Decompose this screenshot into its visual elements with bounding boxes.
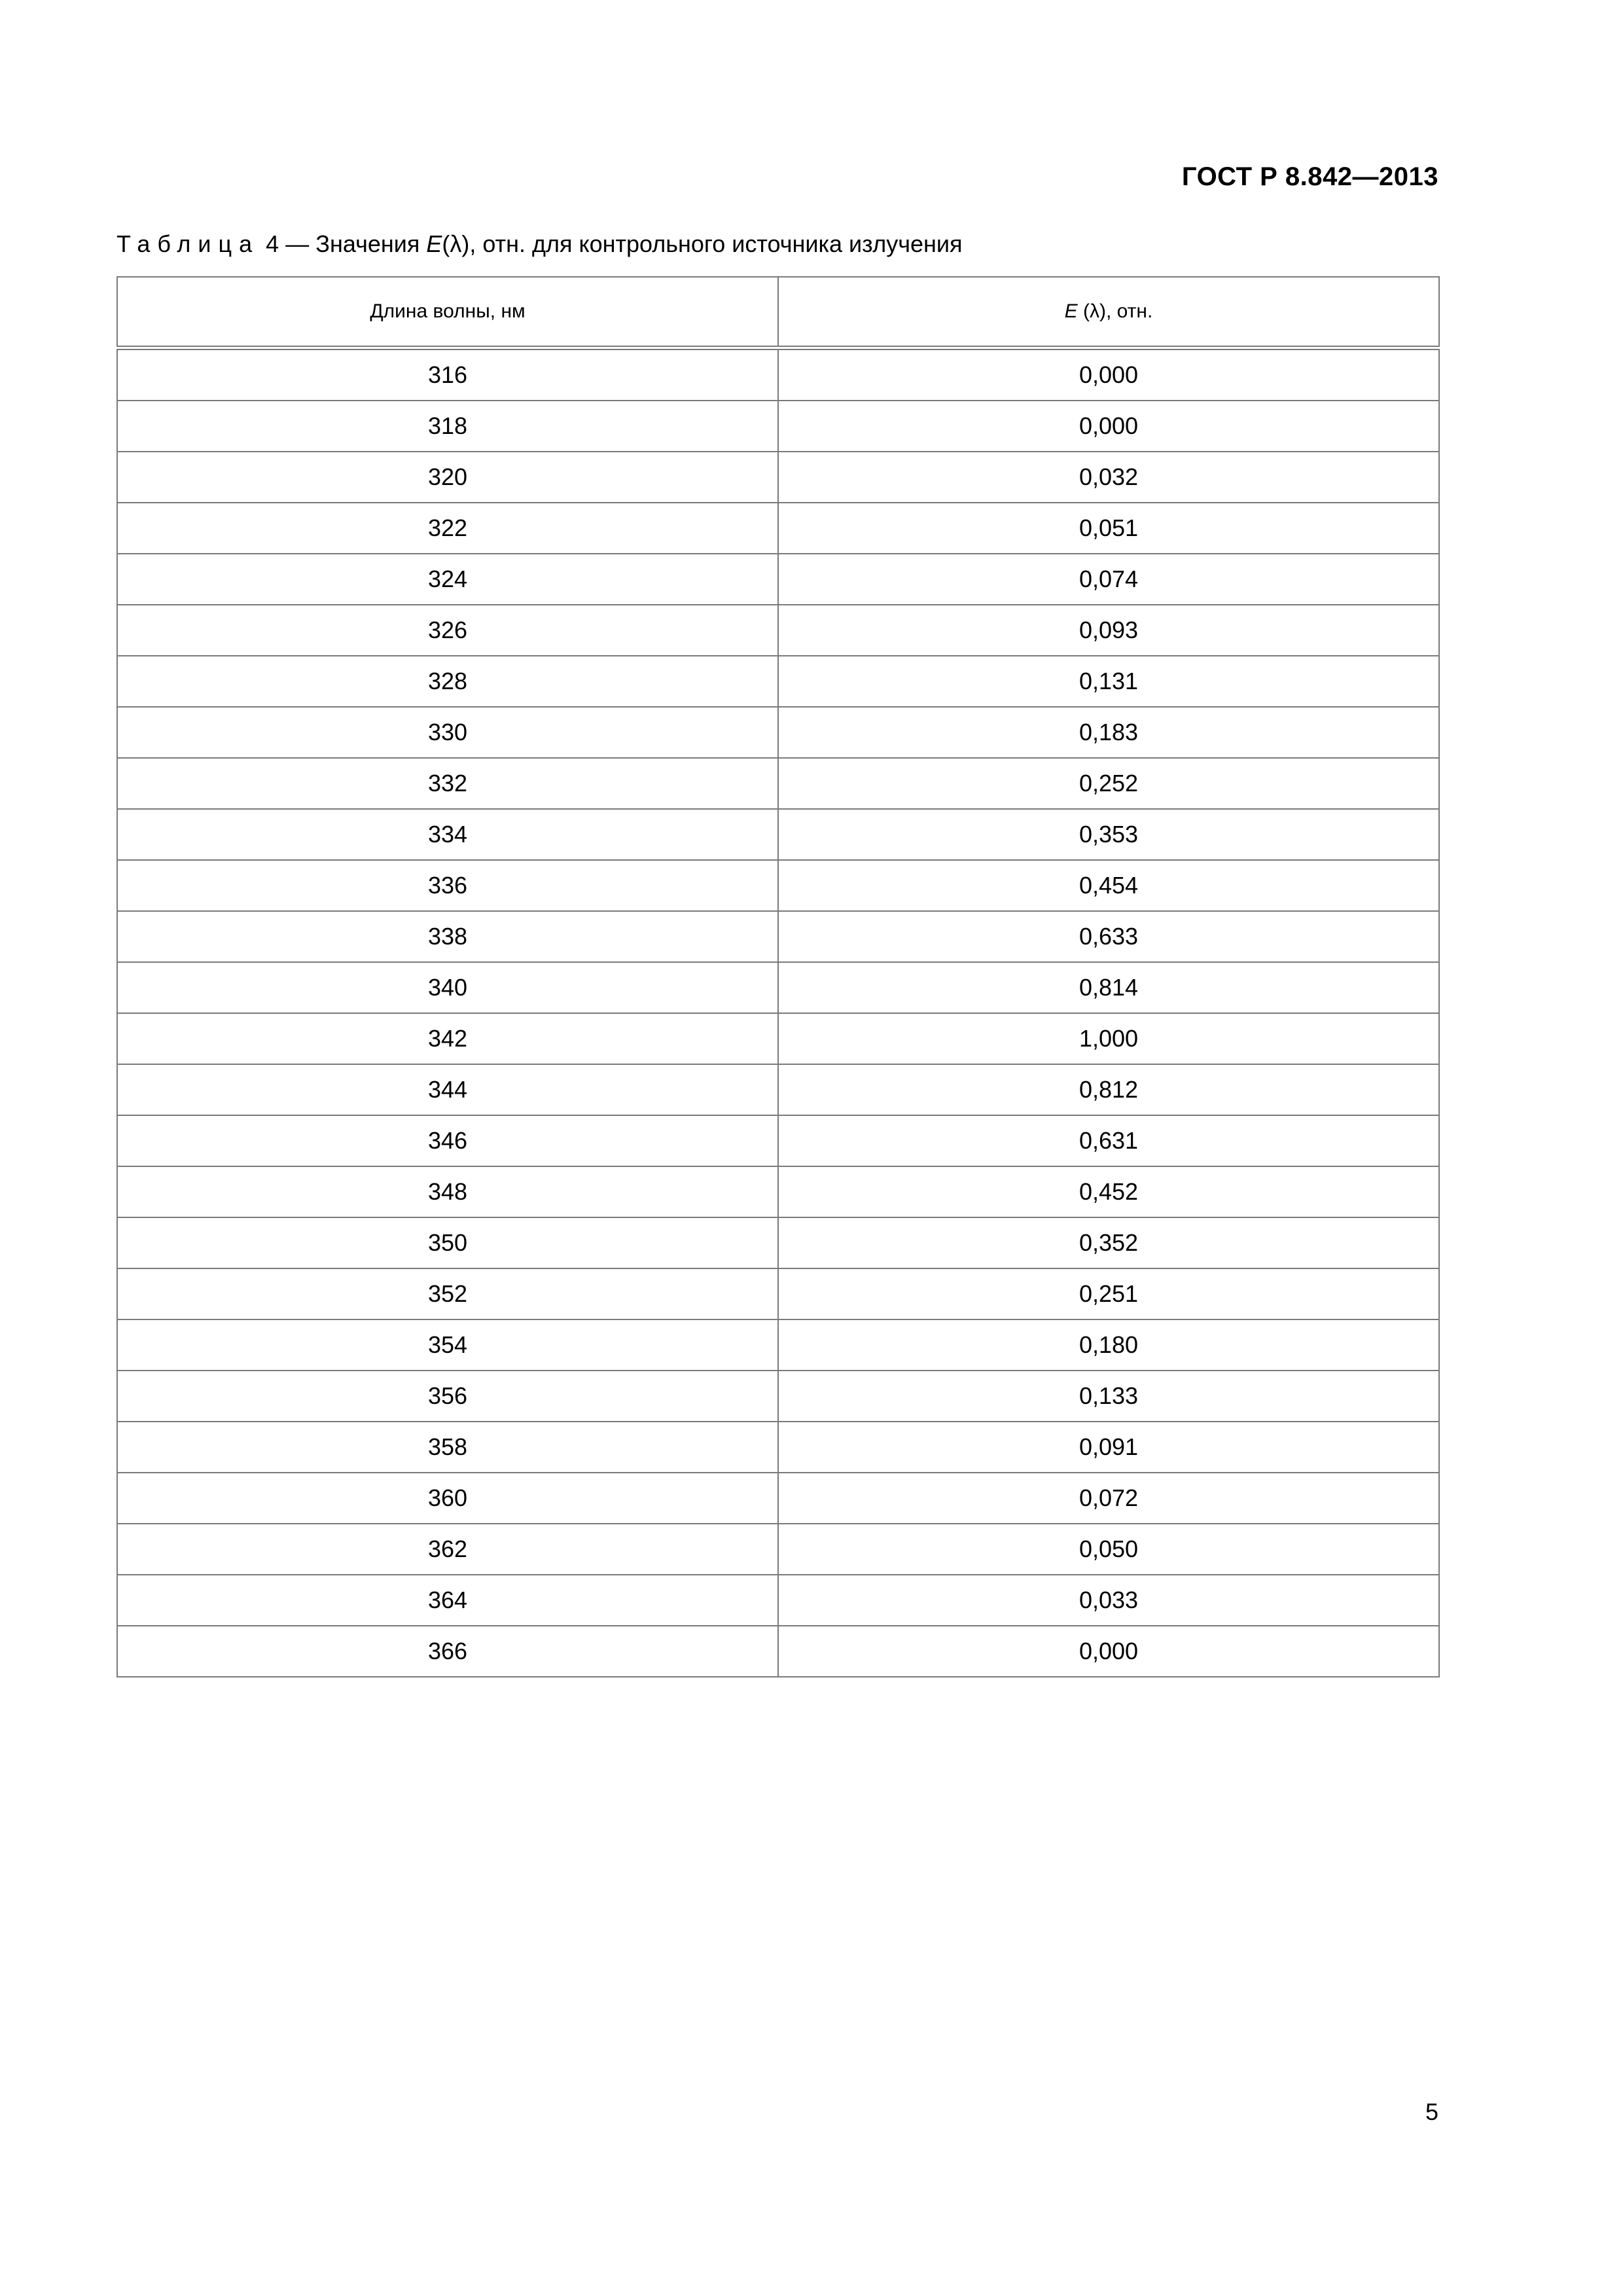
wavelength-cell: 344 [117, 1064, 778, 1115]
document-code: ГОСТ Р 8.842—2013 [1181, 162, 1438, 191]
table-row [117, 1319, 1439, 1371]
table-header-row [117, 277, 1439, 348]
table-row [117, 401, 1439, 452]
wavelength-cell: 352 [117, 1268, 778, 1319]
table-row [117, 1371, 1439, 1422]
table-row [117, 554, 1439, 605]
table-row [117, 758, 1439, 809]
relative-value-cell: 0,000 [778, 348, 1439, 401]
relative-value-cell: 0,183 [778, 707, 1439, 758]
wavelength-cell: 342 [117, 1013, 778, 1064]
relative-value-cell: 0,631 [778, 1115, 1439, 1166]
table-row [117, 1013, 1439, 1064]
wavelength-cell: 366 [117, 1626, 778, 1677]
column-header-symbol: E [1064, 300, 1078, 322]
wavelength-cell: 338 [117, 911, 778, 962]
table-row [117, 1626, 1439, 1677]
page-number: 5 [1425, 2098, 1438, 2125]
table-row [117, 1575, 1439, 1626]
table-row [117, 962, 1439, 1013]
wavelength-cell: 336 [117, 860, 778, 911]
relative-value-cell: 0,353 [778, 809, 1439, 860]
table-row [117, 348, 1439, 401]
wavelength-cell: 358 [117, 1422, 778, 1473]
caption-symbol-arg: (λ) [442, 230, 470, 257]
wavelength-cell: 328 [117, 656, 778, 707]
table-row [117, 809, 1439, 860]
relative-value-cell: 0,814 [778, 962, 1439, 1013]
relative-value-cell: 0,000 [778, 401, 1439, 452]
relative-value-cell: 0,133 [778, 1371, 1439, 1422]
caption-text-before: Значения [315, 230, 427, 257]
table-caption [116, 230, 963, 258]
wavelength-cell: 320 [117, 452, 778, 503]
wavelength-cell: 334 [117, 809, 778, 860]
relative-value-cell: 0,051 [778, 503, 1439, 554]
table-row [117, 503, 1439, 554]
table-body [117, 348, 1439, 1677]
table-row [117, 860, 1439, 911]
wavelength-cell: 326 [117, 605, 778, 656]
relative-value-cell: 0,050 [778, 1524, 1439, 1575]
relative-value-cell: 0,251 [778, 1268, 1439, 1319]
relative-value-cell: 0,032 [778, 452, 1439, 503]
column-header-wavelength [117, 277, 778, 348]
relative-value-cell: 0,131 [778, 656, 1439, 707]
column-header-wavelength-label: Длина волны, нм [370, 300, 526, 322]
table-row [117, 1166, 1439, 1217]
table-row [117, 605, 1439, 656]
table-row [117, 911, 1439, 962]
relative-value-cell: 1,000 [778, 1013, 1439, 1064]
wavelength-cell: 348 [117, 1166, 778, 1217]
relative-value-cell: 0,072 [778, 1473, 1439, 1524]
table-row [117, 1115, 1439, 1166]
relative-value-cell: 0,633 [778, 911, 1439, 962]
wavelength-cell: 350 [117, 1217, 778, 1268]
relative-value-cell: 0,252 [778, 758, 1439, 809]
wavelength-cell: 346 [117, 1115, 778, 1166]
relative-value-cell: 0,074 [778, 554, 1439, 605]
caption-text-after: , отн. для контрольного источника излучения [469, 230, 963, 257]
wavelength-cell: 340 [117, 962, 778, 1013]
wavelength-table [116, 276, 1440, 1677]
wavelength-cell: 330 [117, 707, 778, 758]
table-row [117, 1064, 1439, 1115]
table-row [117, 1217, 1439, 1268]
table-row [117, 707, 1439, 758]
wavelength-cell: 356 [117, 1371, 778, 1422]
wavelength-cell: 360 [117, 1473, 778, 1524]
wavelength-cell: 316 [117, 348, 778, 401]
relative-value-cell: 0,352 [778, 1217, 1439, 1268]
caption-dash: — [285, 230, 310, 257]
relative-value-cell: 0,452 [778, 1166, 1439, 1217]
table-row [117, 1524, 1439, 1575]
caption-symbol: E [426, 230, 442, 257]
relative-value-cell: 0,180 [778, 1319, 1439, 1371]
relative-value-cell: 0,812 [778, 1064, 1439, 1115]
column-header-relative-value [778, 277, 1439, 348]
column-header-relative-value-label: (λ), отн. [1077, 300, 1153, 322]
wavelength-cell: 332 [117, 758, 778, 809]
caption-label: Таблица [116, 230, 260, 257]
wavelength-cell: 364 [117, 1575, 778, 1626]
table-row [117, 452, 1439, 503]
table-row [117, 656, 1439, 707]
wavelength-cell: 324 [117, 554, 778, 605]
relative-value-cell: 0,454 [778, 860, 1439, 911]
wavelength-cell: 322 [117, 503, 778, 554]
table-row [117, 1422, 1439, 1473]
wavelength-cell: 354 [117, 1319, 778, 1371]
wavelength-cell: 318 [117, 401, 778, 452]
relative-value-cell: 0,000 [778, 1626, 1439, 1677]
wavelength-cell: 362 [117, 1524, 778, 1575]
table-row [117, 1473, 1439, 1524]
relative-value-cell: 0,033 [778, 1575, 1439, 1626]
table-row [117, 1268, 1439, 1319]
caption-number: 4 [266, 230, 279, 257]
relative-value-cell: 0,093 [778, 605, 1439, 656]
relative-value-cell: 0,091 [778, 1422, 1439, 1473]
